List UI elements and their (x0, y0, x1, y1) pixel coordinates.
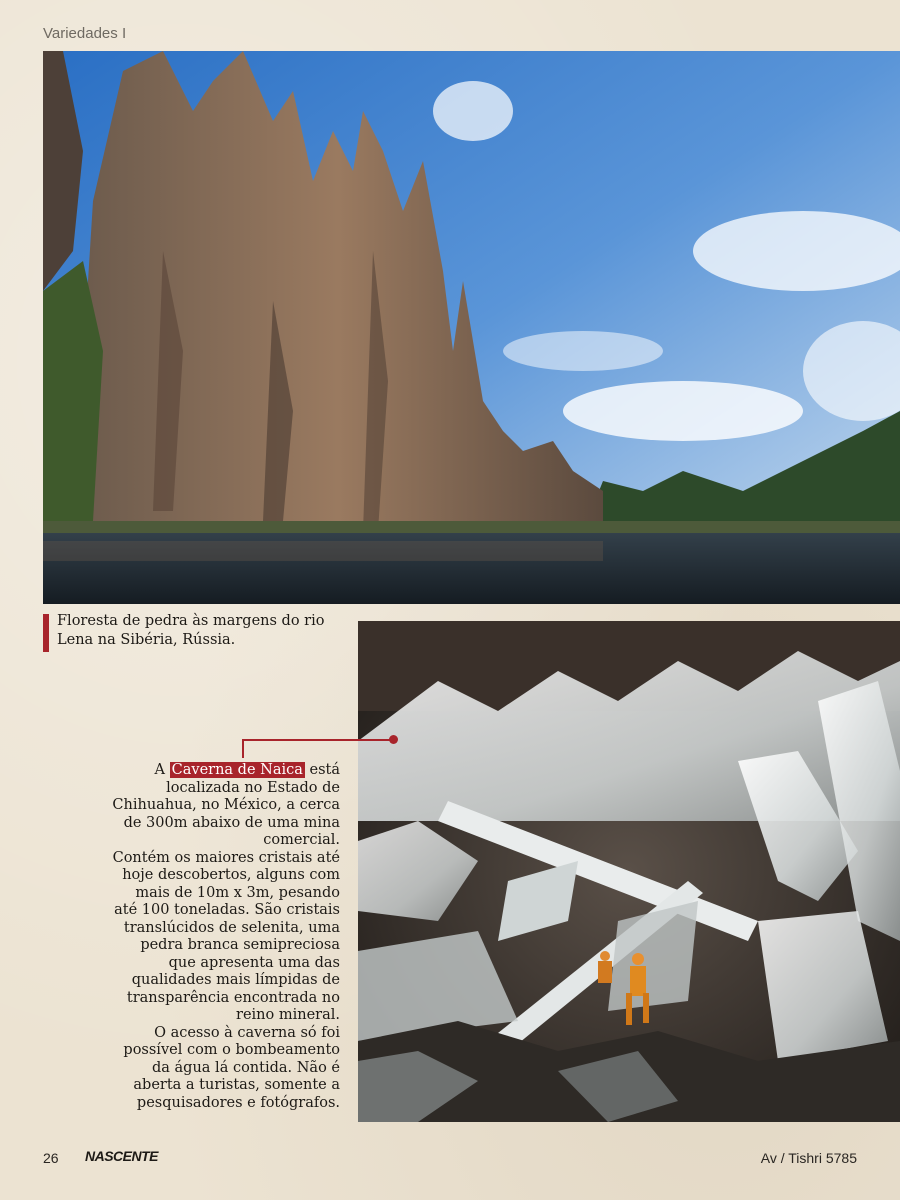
article-body (110, 762, 340, 1112)
callout-line-vertical (242, 739, 244, 758)
magazine-logo: NASCENTE (85, 1148, 159, 1164)
crystal-cave-photo (358, 621, 900, 1122)
stone-forest-illustration (43, 51, 900, 604)
lead-prefix: A (154, 762, 170, 778)
highlighted-term: Caverna de Naica (171, 762, 303, 778)
caption-accent-bar (43, 614, 49, 652)
callout-dot (389, 735, 398, 744)
article-paragraph-3: O acesso à caverna só foi possível com o bombeamento da água lá contida. Não é aberta a turistas, somente a pesquisadores e fotógrafos. (123, 1024, 340, 1111)
callout-line-horizontal (242, 739, 392, 741)
section-label: Variedades I (43, 25, 127, 42)
paragraph-1-text: está localizada no Estado de Chihuahua, no México, a cerca de 300m abaixo de uma mina comercial. (112, 762, 340, 848)
page-number: 26 (43, 1150, 59, 1166)
article-paragraph-1 (110, 762, 340, 850)
issue-date: Av / Tishri 5785 (760, 1150, 857, 1166)
photo-caption: Floresta de pedra às margens do rio Lena na Sibéria, Rússia. (57, 613, 325, 648)
stone-forest-photo (43, 51, 900, 604)
crystal-cave-illustration (358, 621, 900, 1122)
article-paragraph-2: Contém os maiores cristais até hoje descobertos, alguns com mais de 10m x 3m, pesando até 100 toneladas. São cristais translúcidos de selenita, uma pedra branca semipreciosa que apresenta uma das qualidades mais límpidas de transparência encontrada no reino mineral. (112, 849, 340, 1023)
